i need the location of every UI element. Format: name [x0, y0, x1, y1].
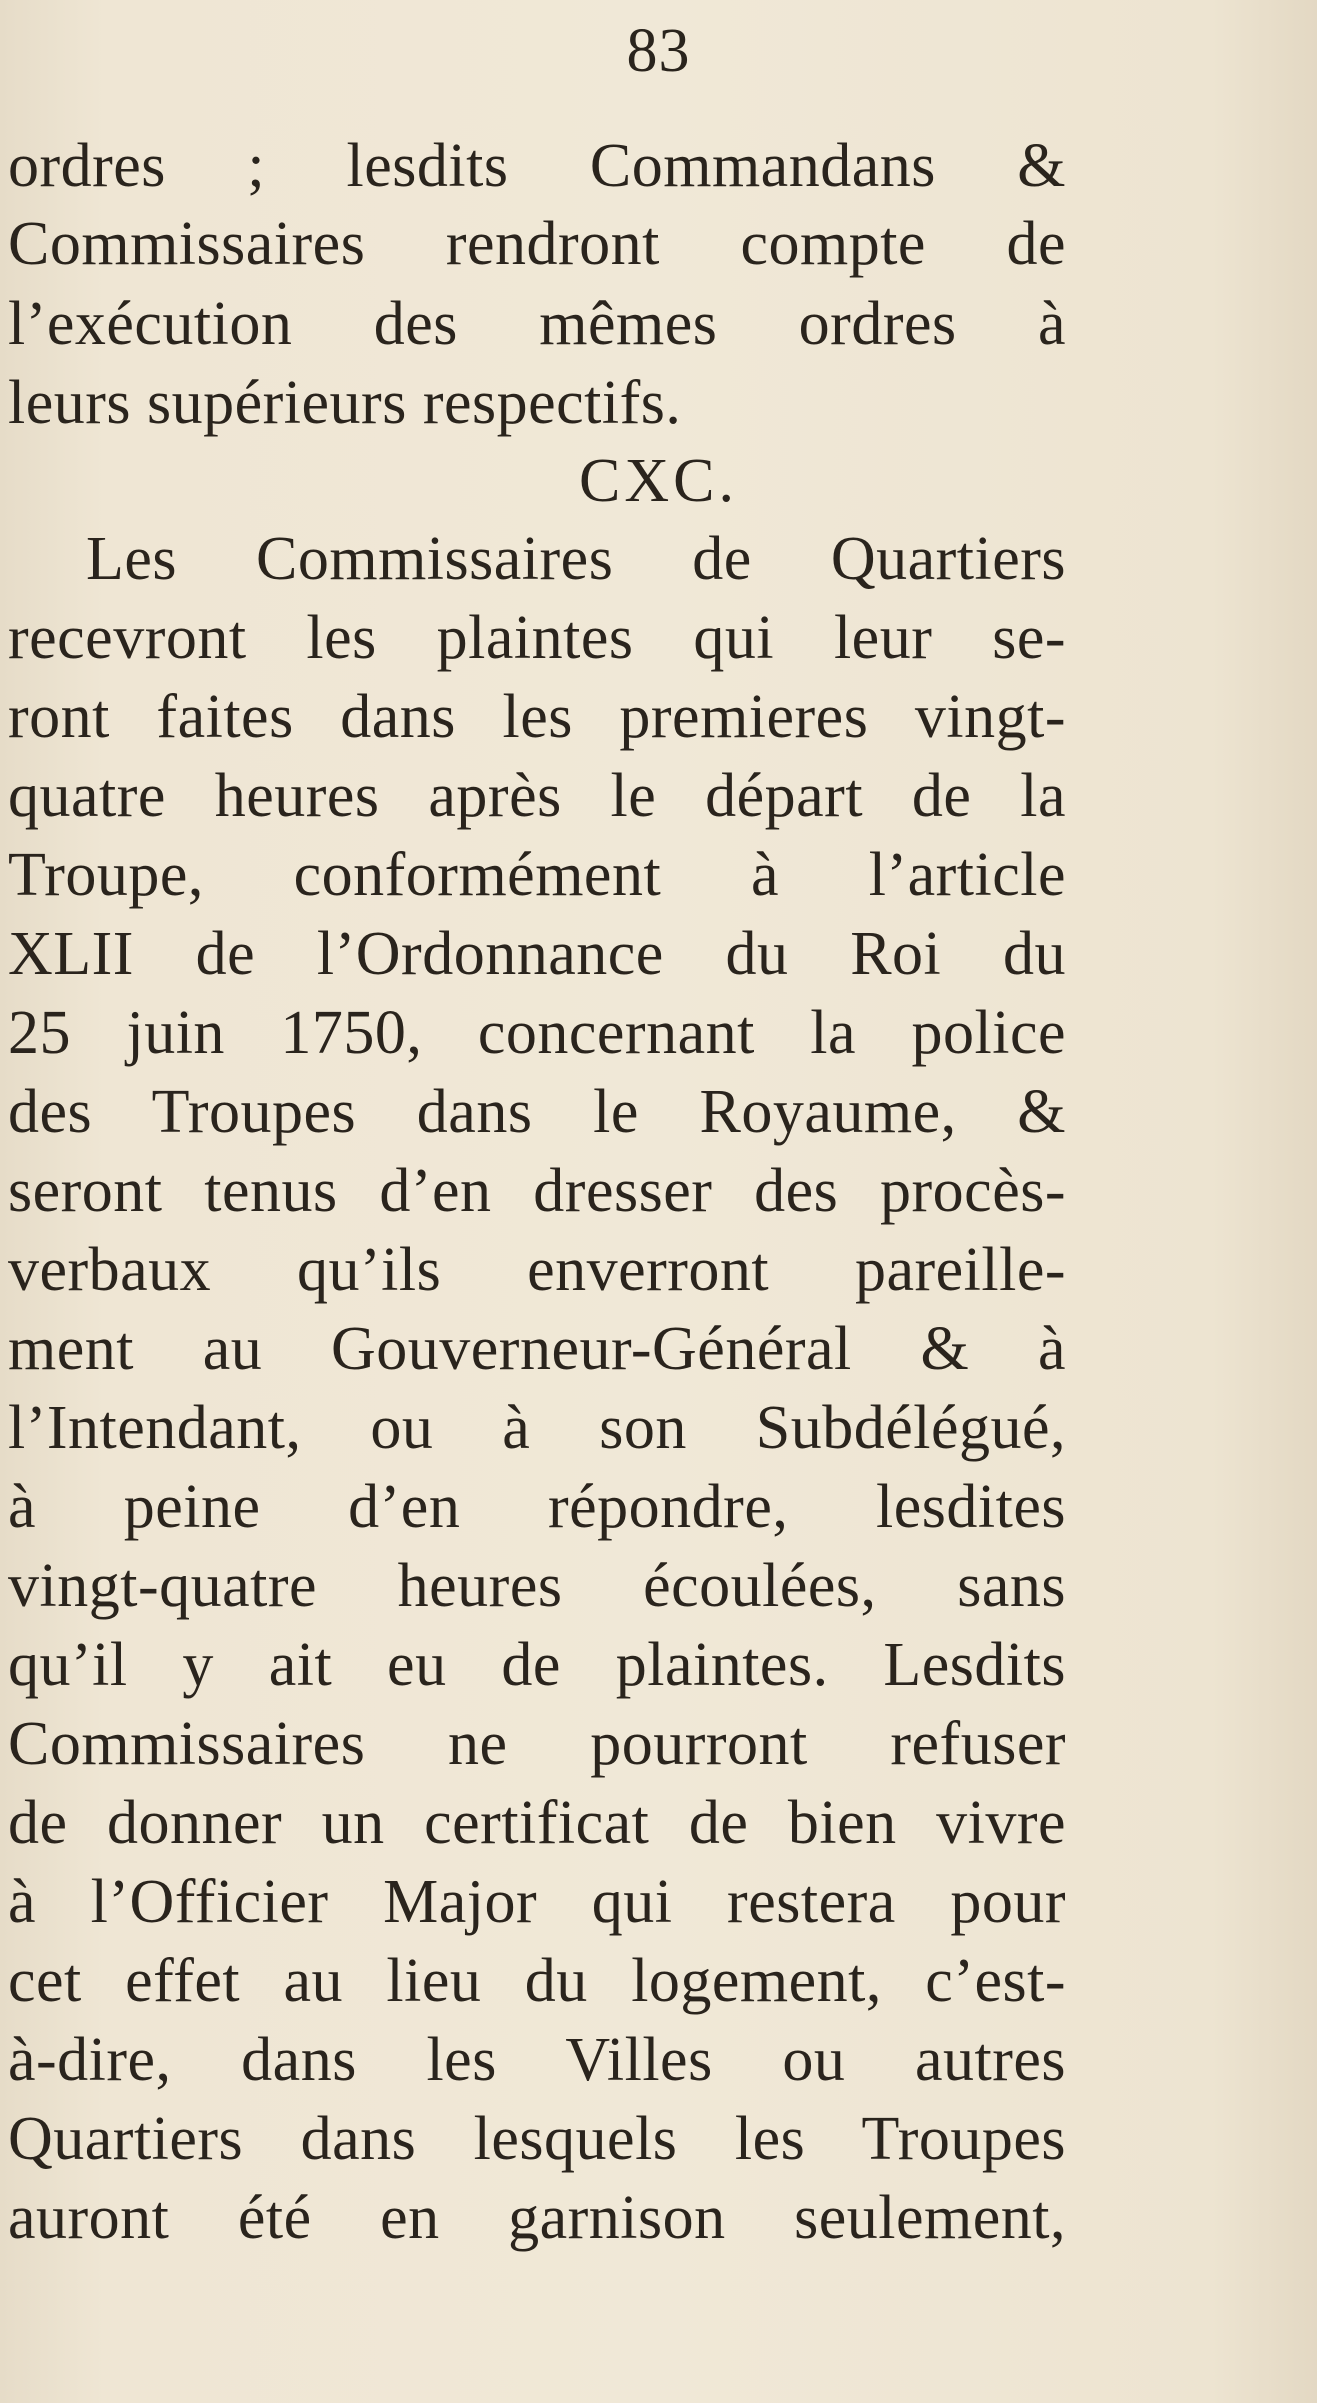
text-line-21: Commissaires ne pourront refuser — [8, 1710, 1066, 1778]
text-line-20: qu’il y ait eu de plaintes. Lesdits — [8, 1631, 1066, 1699]
text-line-14: seront tenus d’en dresser des procès- — [8, 1157, 1066, 1225]
text-line-26: Quartiers dans lesquels les Troupes — [8, 2105, 1066, 2173]
section-heading: CXC. — [579, 447, 738, 515]
text-line-18: à peine d’en répondre, lesdites — [8, 1473, 1066, 1541]
text-line-4: leurs supérieurs respectifs. — [8, 369, 682, 437]
text-line-23: à l’Officier Major qui restera pour — [8, 1868, 1066, 1936]
text-line-16: ment au Gouverneur-Général & à — [8, 1315, 1066, 1383]
text-line-8: ront faites dans les premieres vingt- — [8, 683, 1066, 751]
text-line-12: 25 juin 1750, concernant la police — [8, 999, 1066, 1067]
text-line-2: Commissaires rendront compte de — [8, 210, 1066, 278]
text-line-3: l’exécution des mêmes ordres à — [8, 290, 1066, 358]
text-line-27: auront été en garnison seulement, — [8, 2184, 1066, 2252]
page-number: 83 — [626, 17, 691, 85]
text-line-6: Les Commissaires de Quartiers — [86, 525, 1066, 593]
text-line-17: l’Intendant, ou à son Subdélégué, — [8, 1394, 1066, 1462]
text-line-24: cet effet au lieu du logement, c’est- — [8, 1947, 1066, 2015]
text-line-15: verbaux qu’ils enverront pareille- — [8, 1236, 1066, 1304]
text-line-22: de donner un certificat de bien vivre — [8, 1789, 1066, 1857]
text-line-25: à-dire, dans les Villes ou autres — [8, 2026, 1066, 2094]
text-line-19: vingt-quatre heures écoulées, sans — [8, 1552, 1066, 1620]
text-line-11: XLII de l’Ordonnance du Roi du — [8, 920, 1066, 988]
text-line-13: des Troupes dans le Royaume, & — [8, 1078, 1066, 1146]
text-line-10: Troupe, conformément à l’article — [8, 841, 1066, 909]
text-line-7: recevront les plaintes qui leur se- — [8, 604, 1066, 672]
text-line-9: quatre heures après le départ de la — [8, 762, 1066, 830]
text-line-1: ordres ; lesdits Commandans & — [8, 132, 1066, 200]
